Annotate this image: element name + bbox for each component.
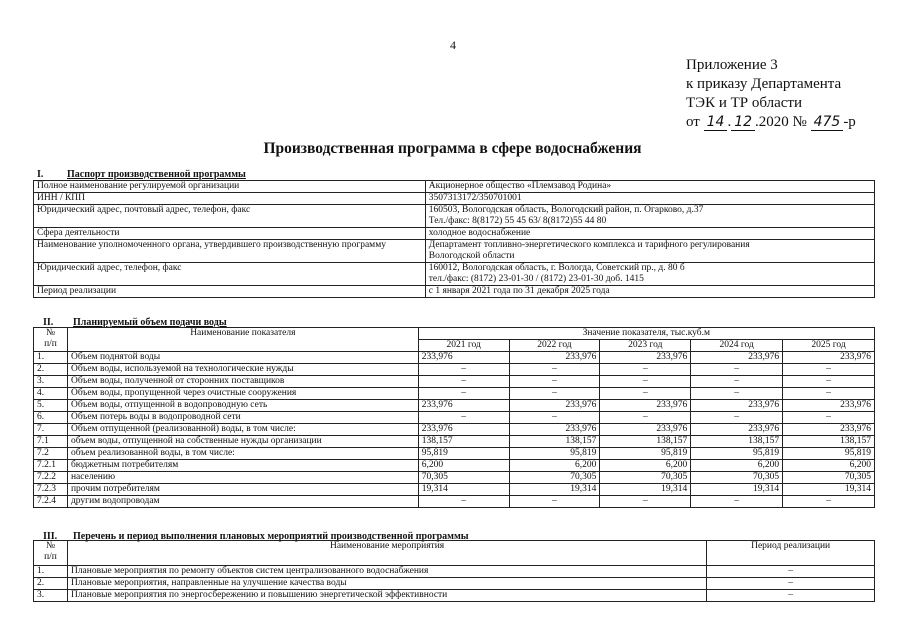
table-row: [34, 400, 875, 412]
section-1-heading: [37, 169, 246, 180]
row-number: 3.: [34, 376, 68, 388]
indicator-value: 6,200: [509, 460, 600, 472]
indicator-value: –: [509, 412, 600, 424]
passport-label: Наименование уполномоченного органа, утвердившего производственную программу: [34, 240, 426, 263]
indicator-name: прочим потребителям: [67, 484, 418, 496]
indicator-value: 233,976: [783, 424, 875, 436]
water-volume-table: [33, 327, 875, 508]
document-title: Производственная программа в сфере водоснабжения: [263, 140, 642, 157]
table-row: [34, 436, 875, 448]
indicator-name: Объем отпущенной (реализованной) воды, в том числе:: [67, 424, 418, 436]
row-number: 5.: [34, 400, 68, 412]
indicator-value: 233,976: [691, 424, 783, 436]
appendix-line-1: Приложение 3: [686, 57, 778, 73]
date-year: .2020 №: [755, 114, 807, 130]
indicator-value: –: [691, 376, 783, 388]
passport-value: [425, 181, 874, 193]
passport-value-line: холодное водоснабжение: [428, 228, 531, 238]
year-header: 2023 год: [600, 340, 691, 352]
appendix-line-2: к приказу Департамента: [686, 76, 842, 92]
indicator-value: –: [418, 364, 509, 376]
section-2-title: Планируемый объем подачи воды: [73, 317, 227, 328]
indicator-value: –: [691, 388, 783, 400]
indicator-value: –: [783, 412, 875, 424]
indicator-value: 95,819: [509, 448, 600, 460]
indicator-value: 19,314: [783, 484, 875, 496]
passport-label: ИНН / КПП: [34, 193, 426, 205]
indicator-value: –: [783, 376, 875, 388]
indicator-value: –: [509, 364, 600, 376]
indicator-value: 233,976: [600, 424, 691, 436]
header-number: № п/п: [34, 541, 68, 566]
passport-label: Юридический адрес, почтовый адрес, телефон, факс: [34, 205, 426, 228]
header-period: Период реализации: [707, 541, 875, 566]
row-number: 7.1: [34, 436, 68, 448]
passport-row: [34, 205, 875, 228]
indicator-name: объем реализованной воды, в том числе:: [67, 448, 418, 460]
measure-name: Плановые мероприятия по ремонту объектов систем централизованного водоснабжения: [67, 566, 706, 578]
indicator-value: 95,819: [600, 448, 691, 460]
year-header: 2021 год: [418, 340, 509, 352]
passport-value-line: Тел./факс: 8(8172) 55 45 63/ 8(8172)55 44 80: [428, 216, 607, 226]
order-suffix: -р: [843, 114, 856, 130]
table-row: [34, 590, 875, 602]
handwritten-day: 14: [704, 114, 728, 131]
passport-label: Полное наименование регулируемой организации: [34, 181, 426, 193]
indicator-value: –: [783, 388, 875, 400]
indicator-value: –: [418, 376, 509, 388]
measure-period: –: [707, 578, 875, 590]
indicator-name: Объем воды, отпущенной в водопроводную сеть: [67, 400, 418, 412]
indicator-value: –: [600, 364, 691, 376]
indicator-value: 138,157: [691, 436, 783, 448]
section-1-number: I.: [37, 169, 44, 180]
date-separator: .: [727, 114, 732, 130]
indicator-name: Объем воды, используемой на технологические нужды: [67, 364, 418, 376]
passport-value-line: Акционерное общество «Племзавод Родина»: [428, 181, 612, 191]
indicator-value: 233,976: [783, 400, 875, 412]
appendix-date-line: [686, 113, 856, 132]
table-row: [34, 412, 875, 424]
measure-name: Плановые мероприятия, направленные на улучшение качества воды: [67, 578, 706, 590]
indicator-value: –: [509, 496, 600, 508]
indicator-value: 233,976: [418, 352, 509, 364]
measures-table: [33, 540, 875, 602]
passport-value: [425, 240, 874, 263]
indicator-value: 70,305: [691, 472, 783, 484]
section-2-number: II.: [43, 317, 54, 328]
indicator-value: –: [691, 364, 783, 376]
passport-value-line: Вологодской области: [428, 251, 515, 261]
passport-label: Юридический адрес, телефон, факс: [34, 263, 426, 286]
indicator-value: 233,976: [509, 400, 600, 412]
section-3-number: III.: [43, 531, 58, 542]
indicator-value: 70,305: [783, 472, 875, 484]
indicator-value: –: [509, 388, 600, 400]
table-row: [34, 388, 875, 400]
row-number: 7.: [34, 424, 68, 436]
indicator-value: 138,157: [418, 436, 509, 448]
date-prefix: от: [686, 114, 700, 130]
indicator-value: 70,305: [418, 472, 509, 484]
indicator-value: 138,157: [783, 436, 875, 448]
row-number: 7.2.1: [34, 460, 68, 472]
indicator-value: 233,976: [418, 424, 509, 436]
indicator-value: 6,200: [418, 460, 509, 472]
row-number: 6.: [34, 412, 68, 424]
passport-table: [33, 180, 875, 298]
indicator-value: 6,200: [691, 460, 783, 472]
indicator-value: 19,314: [509, 484, 600, 496]
table-row: [34, 566, 875, 578]
table-row: [34, 364, 875, 376]
passport-value-line: с 1 января 2021 года по 31 декабря 2025 года: [428, 286, 610, 296]
row-number: 7.2.4: [34, 496, 68, 508]
year-header: 2025 год: [783, 340, 875, 352]
passport-label: Сфера деятельности: [34, 228, 426, 240]
table-row: [34, 484, 875, 496]
row-number: 2.: [34, 578, 68, 590]
passport-row: [34, 263, 875, 286]
indicator-value: 95,819: [418, 448, 509, 460]
row-number: 1.: [34, 352, 68, 364]
indicator-value: 233,976: [783, 352, 875, 364]
row-number: 3.: [34, 590, 68, 602]
passport-value-line: тел./факс: (8172) 23-01-30 / (8172) 23-01-30 доб. 1415: [428, 274, 644, 284]
indicator-value: –: [783, 364, 875, 376]
indicator-value: –: [509, 376, 600, 388]
header-measure-name: Наименование мероприятия: [67, 541, 706, 566]
appendix-block: [686, 56, 856, 132]
header-indicator-value: Значение показателя, тыс.куб.м: [418, 328, 874, 340]
passport-value-line: Департамент топливно-энергетического комплекса и тарифного регулирования: [428, 240, 750, 250]
table-row: [34, 448, 875, 460]
passport-value-line: 3507313172/350701001: [428, 193, 522, 203]
table-row: [34, 376, 875, 388]
indicator-value: 233,976: [509, 424, 600, 436]
indicator-value: 95,819: [783, 448, 875, 460]
section-3-title: Перечень и период выполнения плановых мероприятий производственной программы: [73, 531, 469, 542]
indicator-value: –: [783, 496, 875, 508]
passport-row: [34, 240, 875, 263]
indicator-value: 138,157: [600, 436, 691, 448]
measure-name: Плановые мероприятия по энергосбережению и повышению энергетической эффективности: [67, 590, 706, 602]
indicator-value: 70,305: [600, 472, 691, 484]
indicator-value: 70,305: [509, 472, 600, 484]
table-row: [34, 578, 875, 590]
indicator-value: –: [600, 412, 691, 424]
table-row: [34, 424, 875, 436]
indicator-name: Объем поднятой воды: [67, 352, 418, 364]
indicator-value: 233,976: [418, 400, 509, 412]
row-number: 7.2: [34, 448, 68, 460]
table-row: [34, 352, 875, 364]
table-row: [34, 496, 875, 508]
indicator-name: Объем воды, пропущенной через очистные сооружения: [67, 388, 418, 400]
indicator-value: 19,314: [418, 484, 509, 496]
year-header: 2024 год: [691, 340, 783, 352]
passport-value-line: 160012, Вологодская область, г. Вологда, Советский пр., д. 80 б: [428, 263, 685, 273]
indicator-value: 19,314: [691, 484, 783, 496]
passport-row: [34, 193, 875, 205]
indicator-value: –: [418, 388, 509, 400]
indicator-value: 6,200: [783, 460, 875, 472]
header-number: № п/п: [34, 328, 68, 352]
indicator-name: объем воды, отпущенной на собственные нужды организации: [67, 436, 418, 448]
indicator-value: –: [600, 496, 691, 508]
row-number: 1.: [34, 566, 68, 578]
indicator-name: Объем потерь воды в водопроводной сети: [67, 412, 418, 424]
handwritten-order-number: 475: [811, 114, 844, 131]
row-number: 7.2.3: [34, 484, 68, 496]
indicator-value: –: [600, 388, 691, 400]
row-number: 2.: [34, 364, 68, 376]
indicator-value: 19,314: [600, 484, 691, 496]
passport-value: [425, 205, 874, 228]
indicator-name: другим водопроводам: [67, 496, 418, 508]
header-indicator-name: Наименование показателя: [67, 328, 418, 352]
indicator-value: –: [691, 496, 783, 508]
row-number: 4.: [34, 388, 68, 400]
table-row: [34, 460, 875, 472]
measure-period: –: [707, 566, 875, 578]
passport-row: [34, 181, 875, 193]
measure-period: –: [707, 590, 875, 602]
indicator-value: 233,976: [691, 400, 783, 412]
passport-row: [34, 228, 875, 240]
page-number: 4: [450, 38, 456, 52]
indicator-value: 6,200: [600, 460, 691, 472]
indicator-value: 233,976: [600, 352, 691, 364]
row-number: 7.2.2: [34, 472, 68, 484]
indicator-value: 233,976: [691, 352, 783, 364]
year-header: 2022 год: [509, 340, 600, 352]
indicator-value: –: [418, 412, 509, 424]
appendix-line-3: ТЭК и ТР области: [686, 95, 802, 111]
indicator-value: –: [600, 376, 691, 388]
indicator-name: населению: [67, 472, 418, 484]
passport-row: [34, 286, 875, 298]
indicator-value: 233,976: [600, 400, 691, 412]
indicator-value: –: [691, 412, 783, 424]
indicator-name: Объем воды, полученной от сторонних поставщиков: [67, 376, 418, 388]
passport-value: [425, 263, 874, 286]
handwritten-month: 12: [731, 114, 755, 131]
passport-value: [425, 286, 874, 298]
indicator-value: 138,157: [509, 436, 600, 448]
section-1-title: Паспорт производственной программы: [67, 169, 246, 180]
passport-value-line: 160503, Вологодская область, Вологодский район, п. Огарково, д.37: [428, 205, 704, 215]
table-row: [34, 472, 875, 484]
passport-value: [425, 193, 874, 205]
indicator-value: –: [418, 496, 509, 508]
indicator-value: 233,976: [509, 352, 600, 364]
indicator-name: бюджетным потребителям: [67, 460, 418, 472]
passport-value: [425, 228, 874, 240]
passport-label: Период реализации: [34, 286, 426, 298]
indicator-value: 95,819: [691, 448, 783, 460]
